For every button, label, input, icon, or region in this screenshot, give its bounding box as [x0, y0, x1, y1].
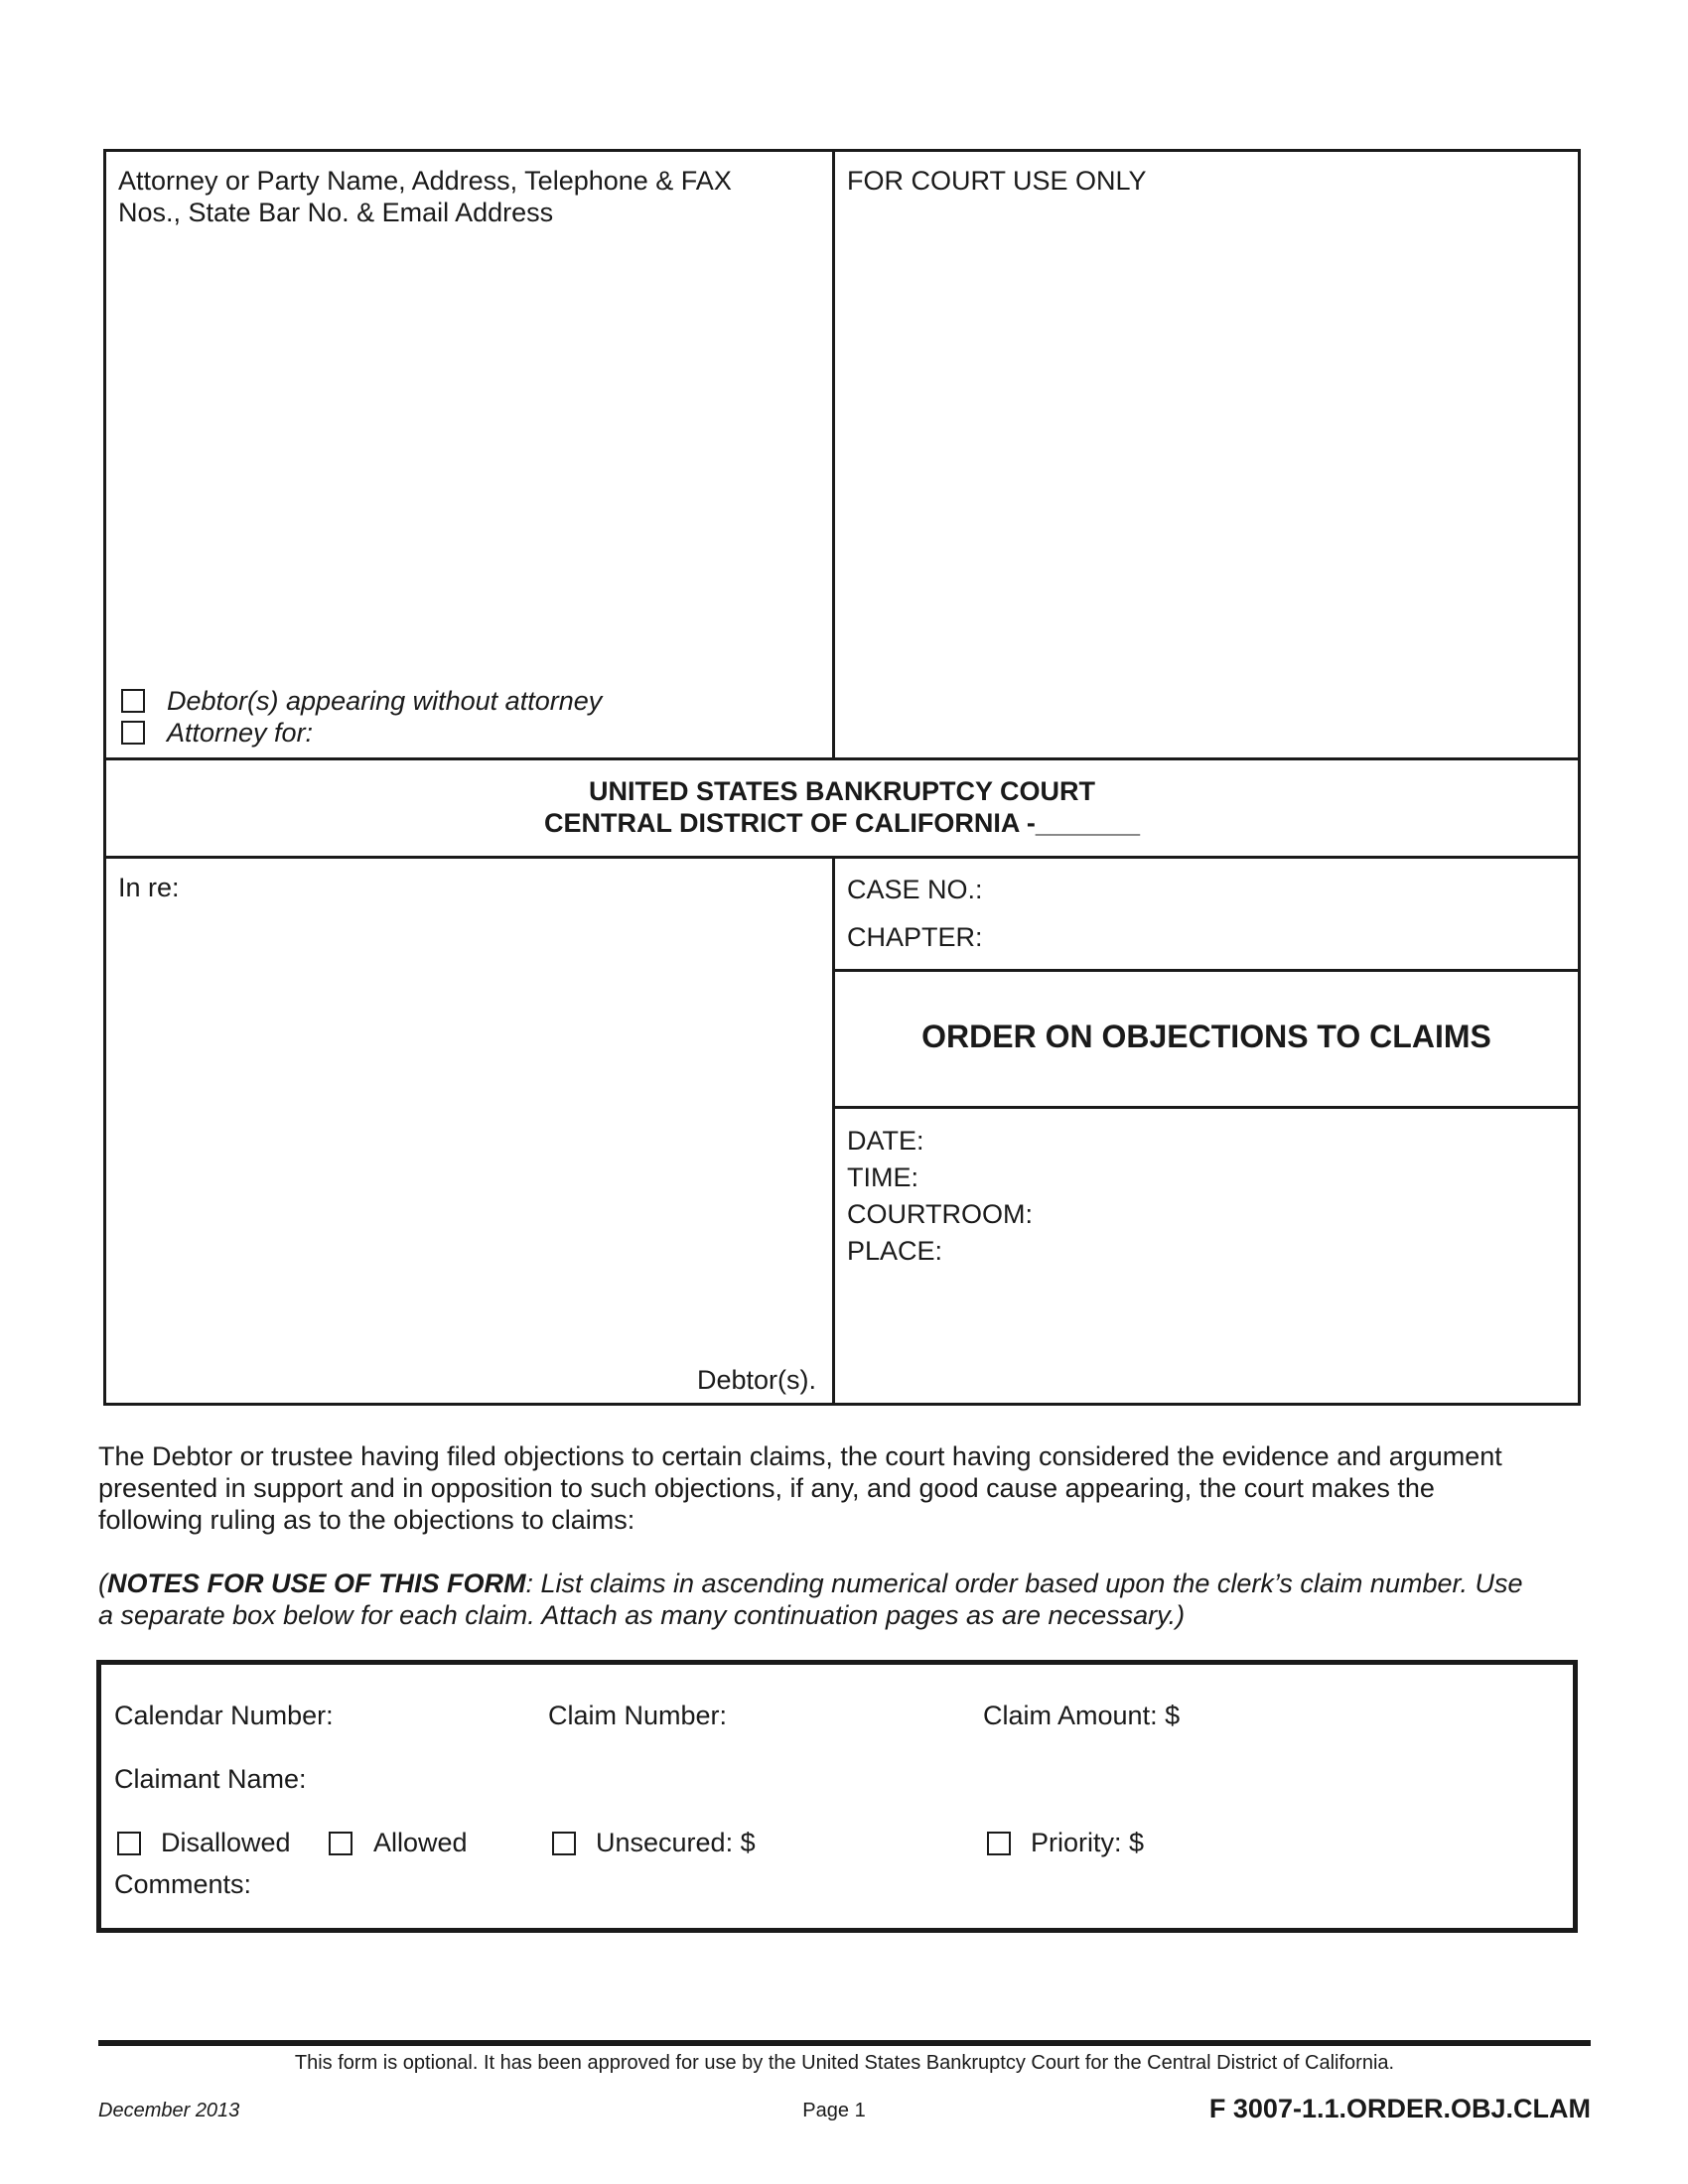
notes-open-paren: ( [98, 1569, 107, 1598]
place-label: PLACE: [847, 1236, 943, 1266]
footer-form-id: F 3007-1.1.ORDER.OBJ.CLAM [1208, 2094, 1591, 2123]
court-name-line1: UNITED STATES BANKRUPTCY COURT [588, 776, 1095, 806]
attorney-for-checkbox[interactable] [121, 721, 145, 745]
debtors-label: Debtor(s). [696, 1365, 816, 1395]
footer-rule [98, 2040, 1591, 2046]
date-label: DATE: [847, 1126, 924, 1156]
claim-amount-label: Claim Amount: $ [983, 1701, 1181, 1730]
case-no-label: CASE NO.: [847, 875, 983, 904]
comments-label: Comments: [114, 1869, 252, 1899]
priority-checkbox[interactable] [987, 1832, 1011, 1855]
notes-heading: NOTES FOR USE OF THIS FORM [107, 1569, 526, 1598]
debtor-without-attorney-checkbox[interactable] [121, 689, 145, 713]
footer-page-number: Page 1 [802, 2100, 866, 2121]
calendar-number-label: Calendar Number: [114, 1701, 334, 1730]
debtor-without-attorney-label: Debtor(s) appearing without attorney [167, 686, 603, 716]
claim-number-label: Claim Number: [548, 1701, 728, 1730]
claimant-name-label: Claimant Name: [114, 1764, 307, 1794]
disallowed-label: Disallowed [161, 1828, 291, 1857]
court-name-line2: CENTRAL DISTRICT OF CALIFORNIA -_______ [543, 808, 1141, 838]
notes-line1-rest: : List claims in ascending numerical order based upon the clerk’s claim number. Use [525, 1569, 1523, 1598]
footer-date: December 2013 [98, 2100, 240, 2121]
allowed-checkbox[interactable] [329, 1832, 352, 1855]
disallowed-checkbox[interactable] [117, 1832, 141, 1855]
ruling-paragraph-line1: The Debtor or trustee having filed objections to certain claims, the court having considered the evidence and argument [98, 1441, 1502, 1471]
attorney-for-label: Attorney for: [167, 718, 314, 748]
ruling-paragraph-line2: presented in support and in opposition to such objections, if any, and good cause appearing, the court makes the [98, 1473, 1435, 1503]
notes-line2: a separate box below for each claim. Attach as many continuation pages as are necessary.) [98, 1600, 1186, 1630]
chapter-label: CHAPTER: [847, 922, 983, 952]
footer-optional-note: This form is optional. It has been approved for use by the United States Bankruptcy Court for the Central District of California. [294, 2052, 1395, 2074]
attorney-label-line2: Nos., State Bar No. & Email Address [118, 198, 554, 227]
allowed-label: Allowed [373, 1828, 468, 1857]
in-re-label: In re: [118, 873, 180, 902]
ruling-paragraph-line3: following ruling as to the objections to claims: [98, 1505, 635, 1535]
unsecured-checkbox[interactable] [552, 1832, 576, 1855]
priority-label: Priority: $ [1031, 1828, 1145, 1857]
court-use-only-label: FOR COURT USE ONLY [847, 166, 1147, 196]
notes-line1 [98, 1568, 1523, 1599]
document-title: ORDER ON OBJECTIONS TO CLAIMS [921, 1019, 1491, 1054]
courtroom-label: COURTROOM: [847, 1199, 1033, 1229]
attorney-label-line1: Attorney or Party Name, Address, Telephone & FAX [118, 166, 732, 196]
unsecured-label: Unsecured: $ [596, 1828, 756, 1857]
time-label: TIME: [847, 1162, 918, 1192]
